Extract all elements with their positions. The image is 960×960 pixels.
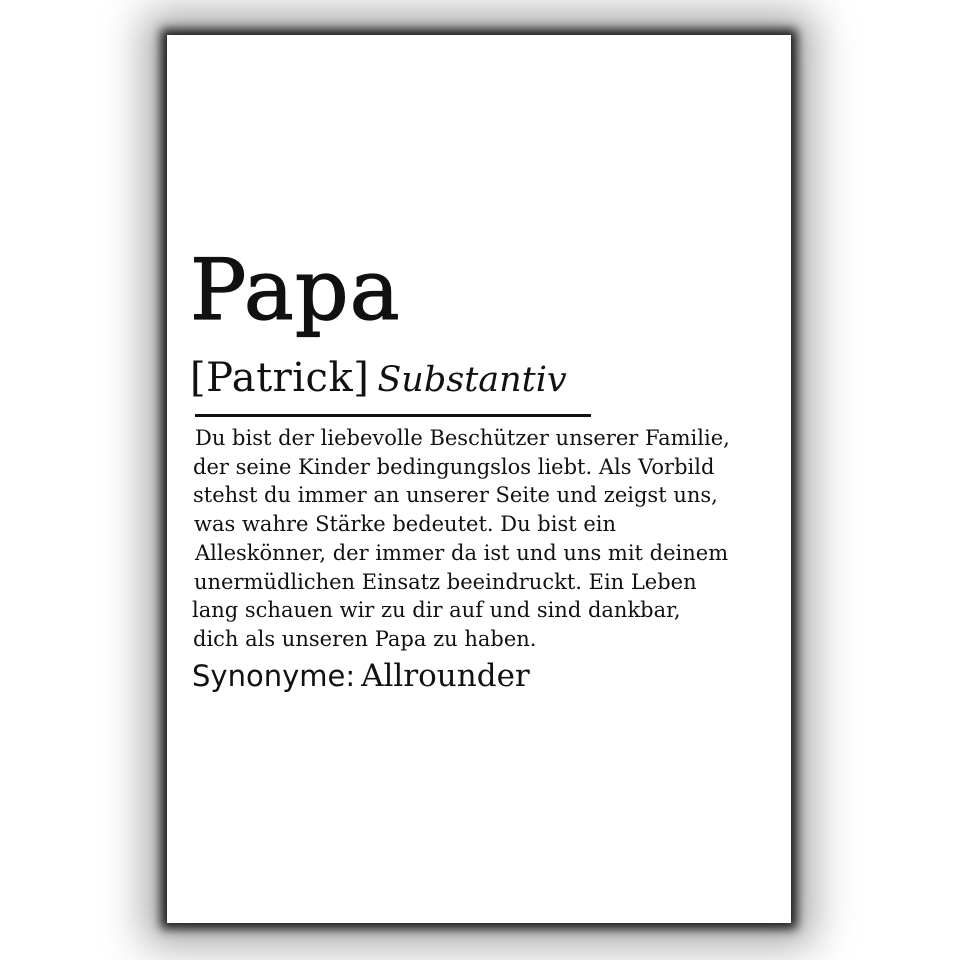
synonyms-line [192,658,530,694]
definition-line: was wahre Stärke bedeutet. Du bist ein [194,512,616,537]
synonyms-value: Allrounder [361,658,530,694]
definition-line: der seine Kinder bedingungslos liebt. Als Vorbild [193,454,715,479]
subtitle-line [190,355,567,401]
definition-text [192,424,782,654]
definition-line: Du bist der liebevolle Beschützer unserer Familie, [195,426,730,450]
name-bracket: [Patrick] [190,355,370,401]
definition-line: lang schauen wir zu dir auf und sind dankbar, [192,598,681,623]
definition-line: stehst du immer an unserer Seite und zeigst uns, [193,483,718,508]
definition-line: dich als unseren Papa zu haben. [193,626,537,651]
definition-line: unermüdlichen Einsatz beeindruckt. Ein Leben [194,569,697,594]
definition-line: Alleskönner, der immer da ist und uns mit deinem [195,540,729,565]
synonyms-label: Synonyme: [192,659,356,693]
word-type: Substantiv [377,360,567,400]
page-title: Papa [190,241,401,339]
divider-rule [195,414,591,417]
